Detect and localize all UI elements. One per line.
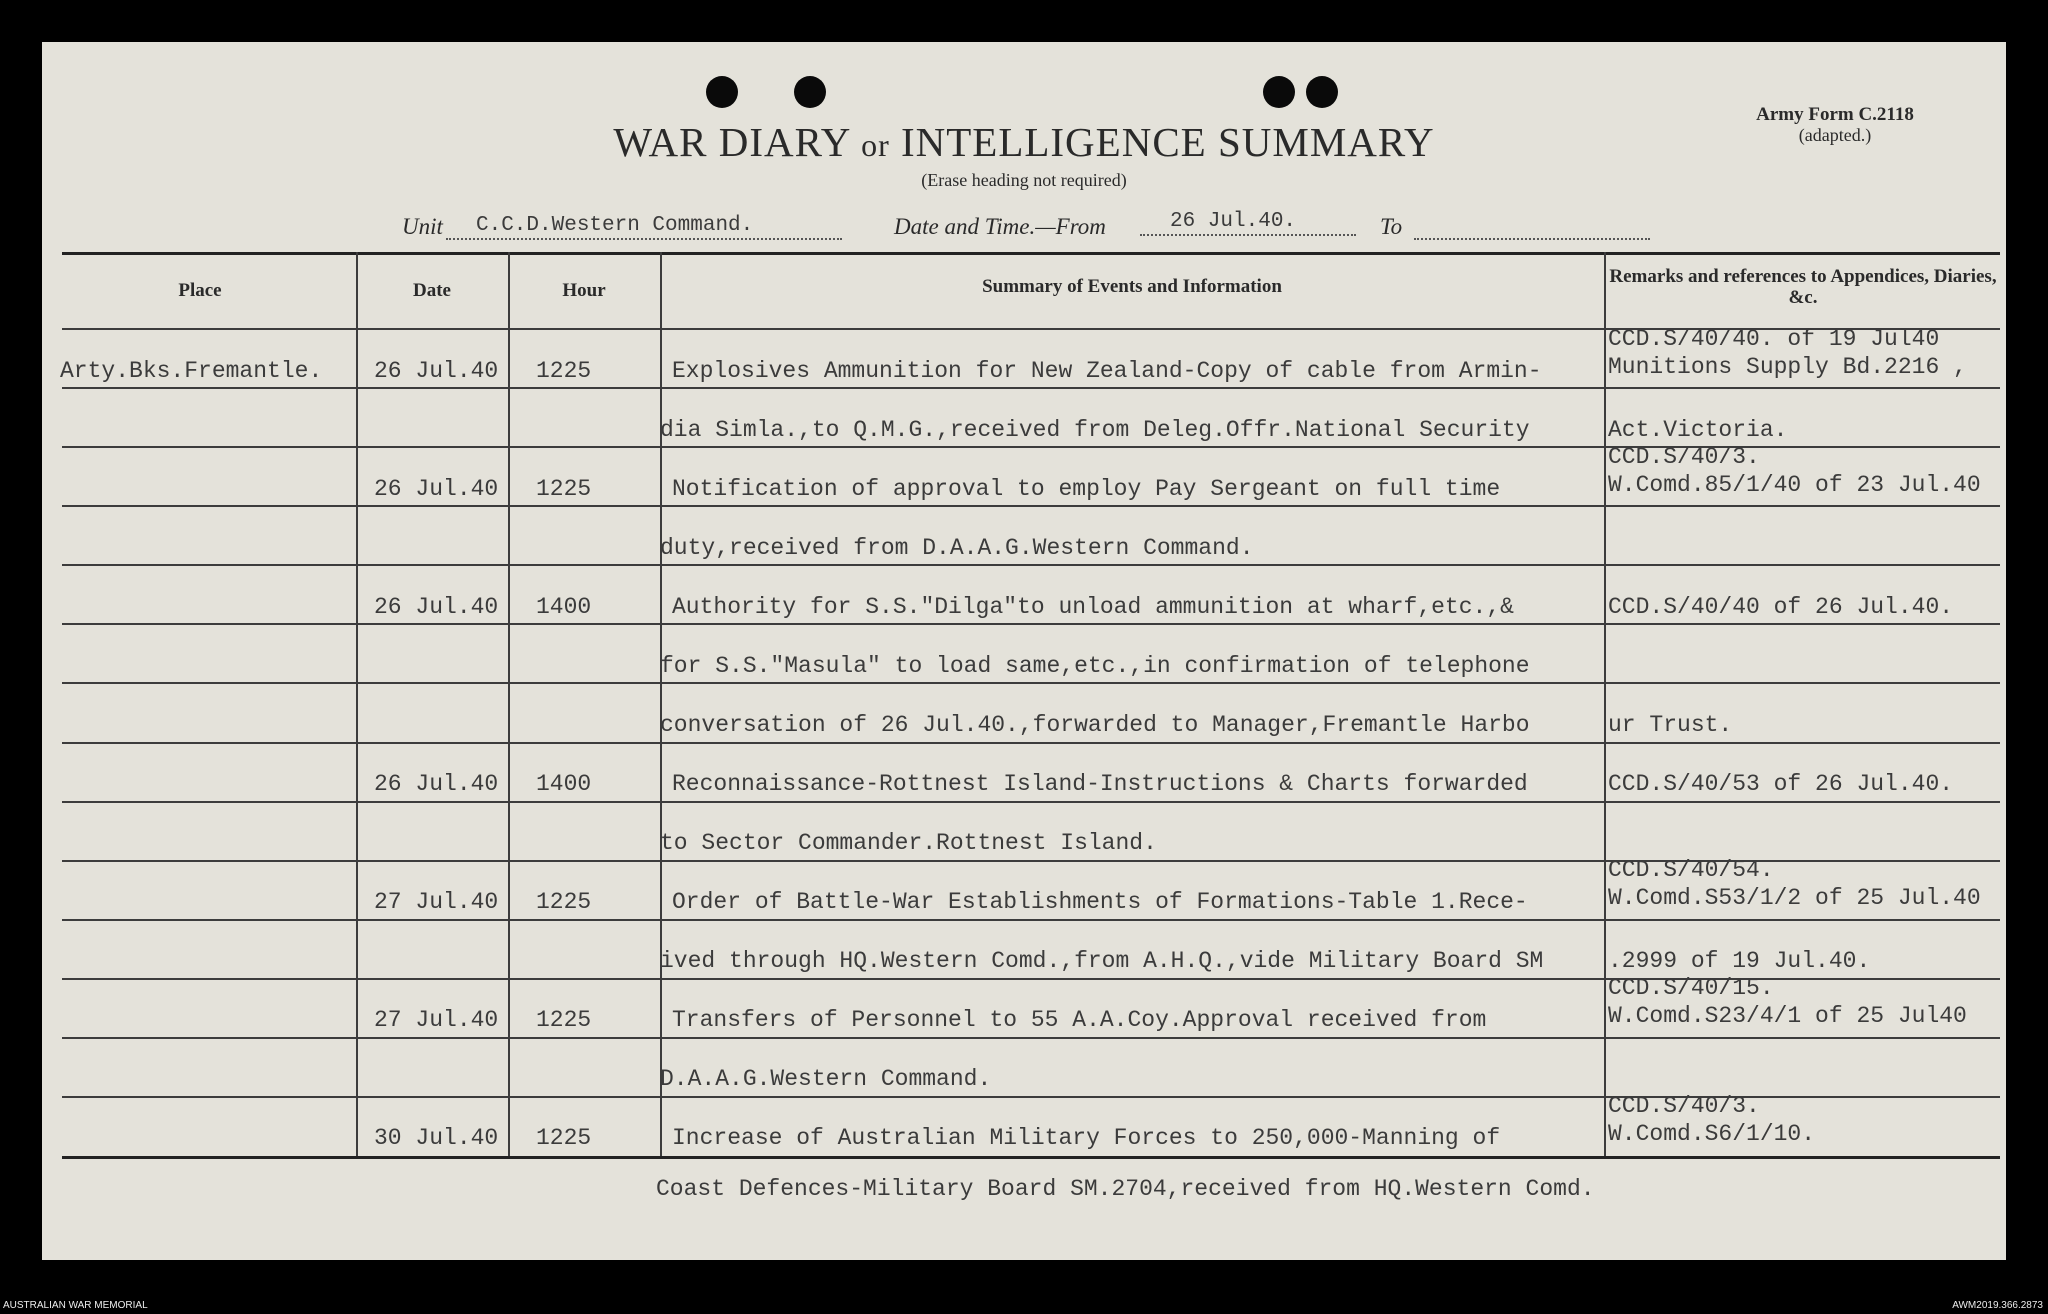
remarks-cell: CCD.S/40/53 of 26 Jul.40.	[1608, 771, 1954, 797]
date-time-label: Date and Time.—From	[894, 214, 1106, 239]
punch-hole	[794, 76, 826, 108]
column-header-summary: Summary of Events and Information	[982, 276, 1282, 297]
row-rule	[62, 682, 2000, 684]
date-cell: 26 Jul.40	[374, 476, 499, 502]
punch-hole	[1306, 76, 1338, 108]
form-title: WAR DIARY or INTELLIGENCE SUMMARY	[613, 119, 1435, 165]
date-cell: 26 Jul.40	[374, 771, 499, 797]
date-to-value	[1414, 214, 1650, 240]
summary-cell: Order of Battle-War Establishments of Formations-Table 1.Rece-	[672, 889, 1528, 915]
remarks-cell: W.Comd.S53/1/2 of 25 Jul.40	[1608, 885, 1981, 911]
hour-cell: 1400	[536, 771, 592, 797]
column-header-remarks: Remarks and references to Appendices, Diaries, &c.	[1609, 266, 1997, 308]
remarks-ref-cell: CCD.S/40/3.	[1608, 1093, 1760, 1119]
date-cell: 27 Jul.40	[374, 1007, 499, 1033]
date-cell: 27 Jul.40	[374, 889, 499, 915]
date-cell: 30 Jul.40	[374, 1125, 499, 1151]
summary-cell: duty,received from D.A.A.G.Western Command.	[660, 535, 1254, 561]
row-rule	[62, 801, 2000, 803]
summary-cell: Transfers of Personnel to 55 A.A.Coy.Approval received from	[672, 1007, 1487, 1033]
remarks-cell: W.Comd.85/1/40 of 23 Jul.40	[1608, 472, 1981, 498]
row-rule	[62, 919, 2000, 921]
date-cell: 26 Jul.40	[374, 594, 499, 620]
remarks-cell: Act.Victoria.	[1608, 417, 1788, 443]
row-rule	[62, 387, 2000, 389]
summary-cell: for S.S."Masula" to load same,etc.,in confirmation of telephone	[660, 653, 1530, 679]
remarks-ref-cell: CCD.S/40/40. of 19 Jul40	[1608, 326, 1940, 352]
column-header-date: Date	[413, 280, 451, 301]
summary-cell: Notification of approval to employ Pay Sergeant on full time	[672, 476, 1501, 502]
remarks-ref-cell: CCD.S/40/15.	[1608, 975, 1774, 1001]
unit-label: Unit	[402, 214, 443, 239]
punch-hole	[1263, 76, 1295, 108]
row-rule	[62, 564, 2000, 566]
archive-reference: AWM2019.366.2873	[1952, 1300, 2043, 1311]
date-cell: 26 Jul.40	[374, 358, 499, 384]
remarks-cell: .2999 of 19 Jul.40.	[1608, 948, 1871, 974]
remarks-cell: W.Comd.S23/4/1 of 25 Jul40	[1608, 1003, 1967, 1029]
date-from-value: 26 Jul.40.	[1140, 210, 1356, 236]
hour-cell: 1400	[536, 594, 592, 620]
remarks-cell: CCD.S/40/40 of 26 Jul.40.	[1608, 594, 1954, 620]
erase-note: (Erase heading not required)	[921, 170, 1127, 190]
row-rule	[62, 505, 2000, 507]
row-rule	[62, 623, 2000, 625]
continuation-line: Coast Defences-Military Board SM.2704,received from HQ.Western Comd.	[656, 1176, 1595, 1202]
column-header-hour: Hour	[562, 280, 606, 301]
summary-cell: Authority for S.S."Dilga"to unload ammunition at wharf,etc.,&	[672, 594, 1514, 620]
row-rule	[62, 1037, 2000, 1039]
summary-cell: dia Simla.,to Q.M.G.,received from Deleg.Offr.National Security	[660, 417, 1530, 443]
summary-cell: Explosives Ammunition for New Zealand-Copy of cable from Armin-	[672, 358, 1542, 384]
hour-cell: 1225	[536, 358, 592, 384]
remarks-cell: W.Comd.S6/1/10.	[1608, 1121, 1816, 1147]
row-rule	[62, 742, 2000, 744]
date-to-label: To	[1380, 214, 1403, 239]
table-bottom-rule	[62, 1156, 2000, 1159]
summary-cell: Reconnaissance-Rottnest Island-Instructions & Charts forwarded	[672, 771, 1528, 797]
unit-value: C.C.D.Western Command.	[446, 214, 842, 240]
remarks-cell: Munitions Supply Bd.2216 ,	[1608, 354, 1967, 380]
army-form-number: Army Form C.2118 (adapted.)	[1756, 104, 1914, 145]
column-header-place: Place	[178, 280, 222, 301]
table-top-rule	[62, 252, 2000, 255]
hour-cell: 1225	[536, 889, 592, 915]
summary-cell: conversation of 26 Jul.40.,forwarded to Manager,Fremantle Harbo	[660, 712, 1530, 738]
summary-cell: Increase of Australian Military Forces to 250,000-Manning of	[672, 1125, 1501, 1151]
summary-cell: ived through HQ.Western Comd.,from A.H.Q.,vide Military Board SM	[660, 948, 1544, 974]
hour-cell: 1225	[536, 476, 592, 502]
place-cell: Arty.Bks.Fremantle.	[60, 358, 323, 384]
hour-cell: 1225	[536, 1007, 592, 1033]
punch-hole	[706, 76, 738, 108]
summary-cell: D.A.A.G.Western Command.	[660, 1066, 992, 1092]
remarks-ref-cell: CCD.S/40/3.	[1608, 444, 1760, 470]
hour-cell: 1225	[536, 1125, 592, 1151]
remarks-ref-cell: CCD.S/40/54.	[1608, 857, 1774, 883]
remarks-cell: ur Trust.	[1608, 712, 1733, 738]
summary-cell: to Sector Commander.Rottnest Island.	[660, 830, 1157, 856]
archive-credit: AUSTRALIAN WAR MEMORIAL	[3, 1300, 148, 1311]
